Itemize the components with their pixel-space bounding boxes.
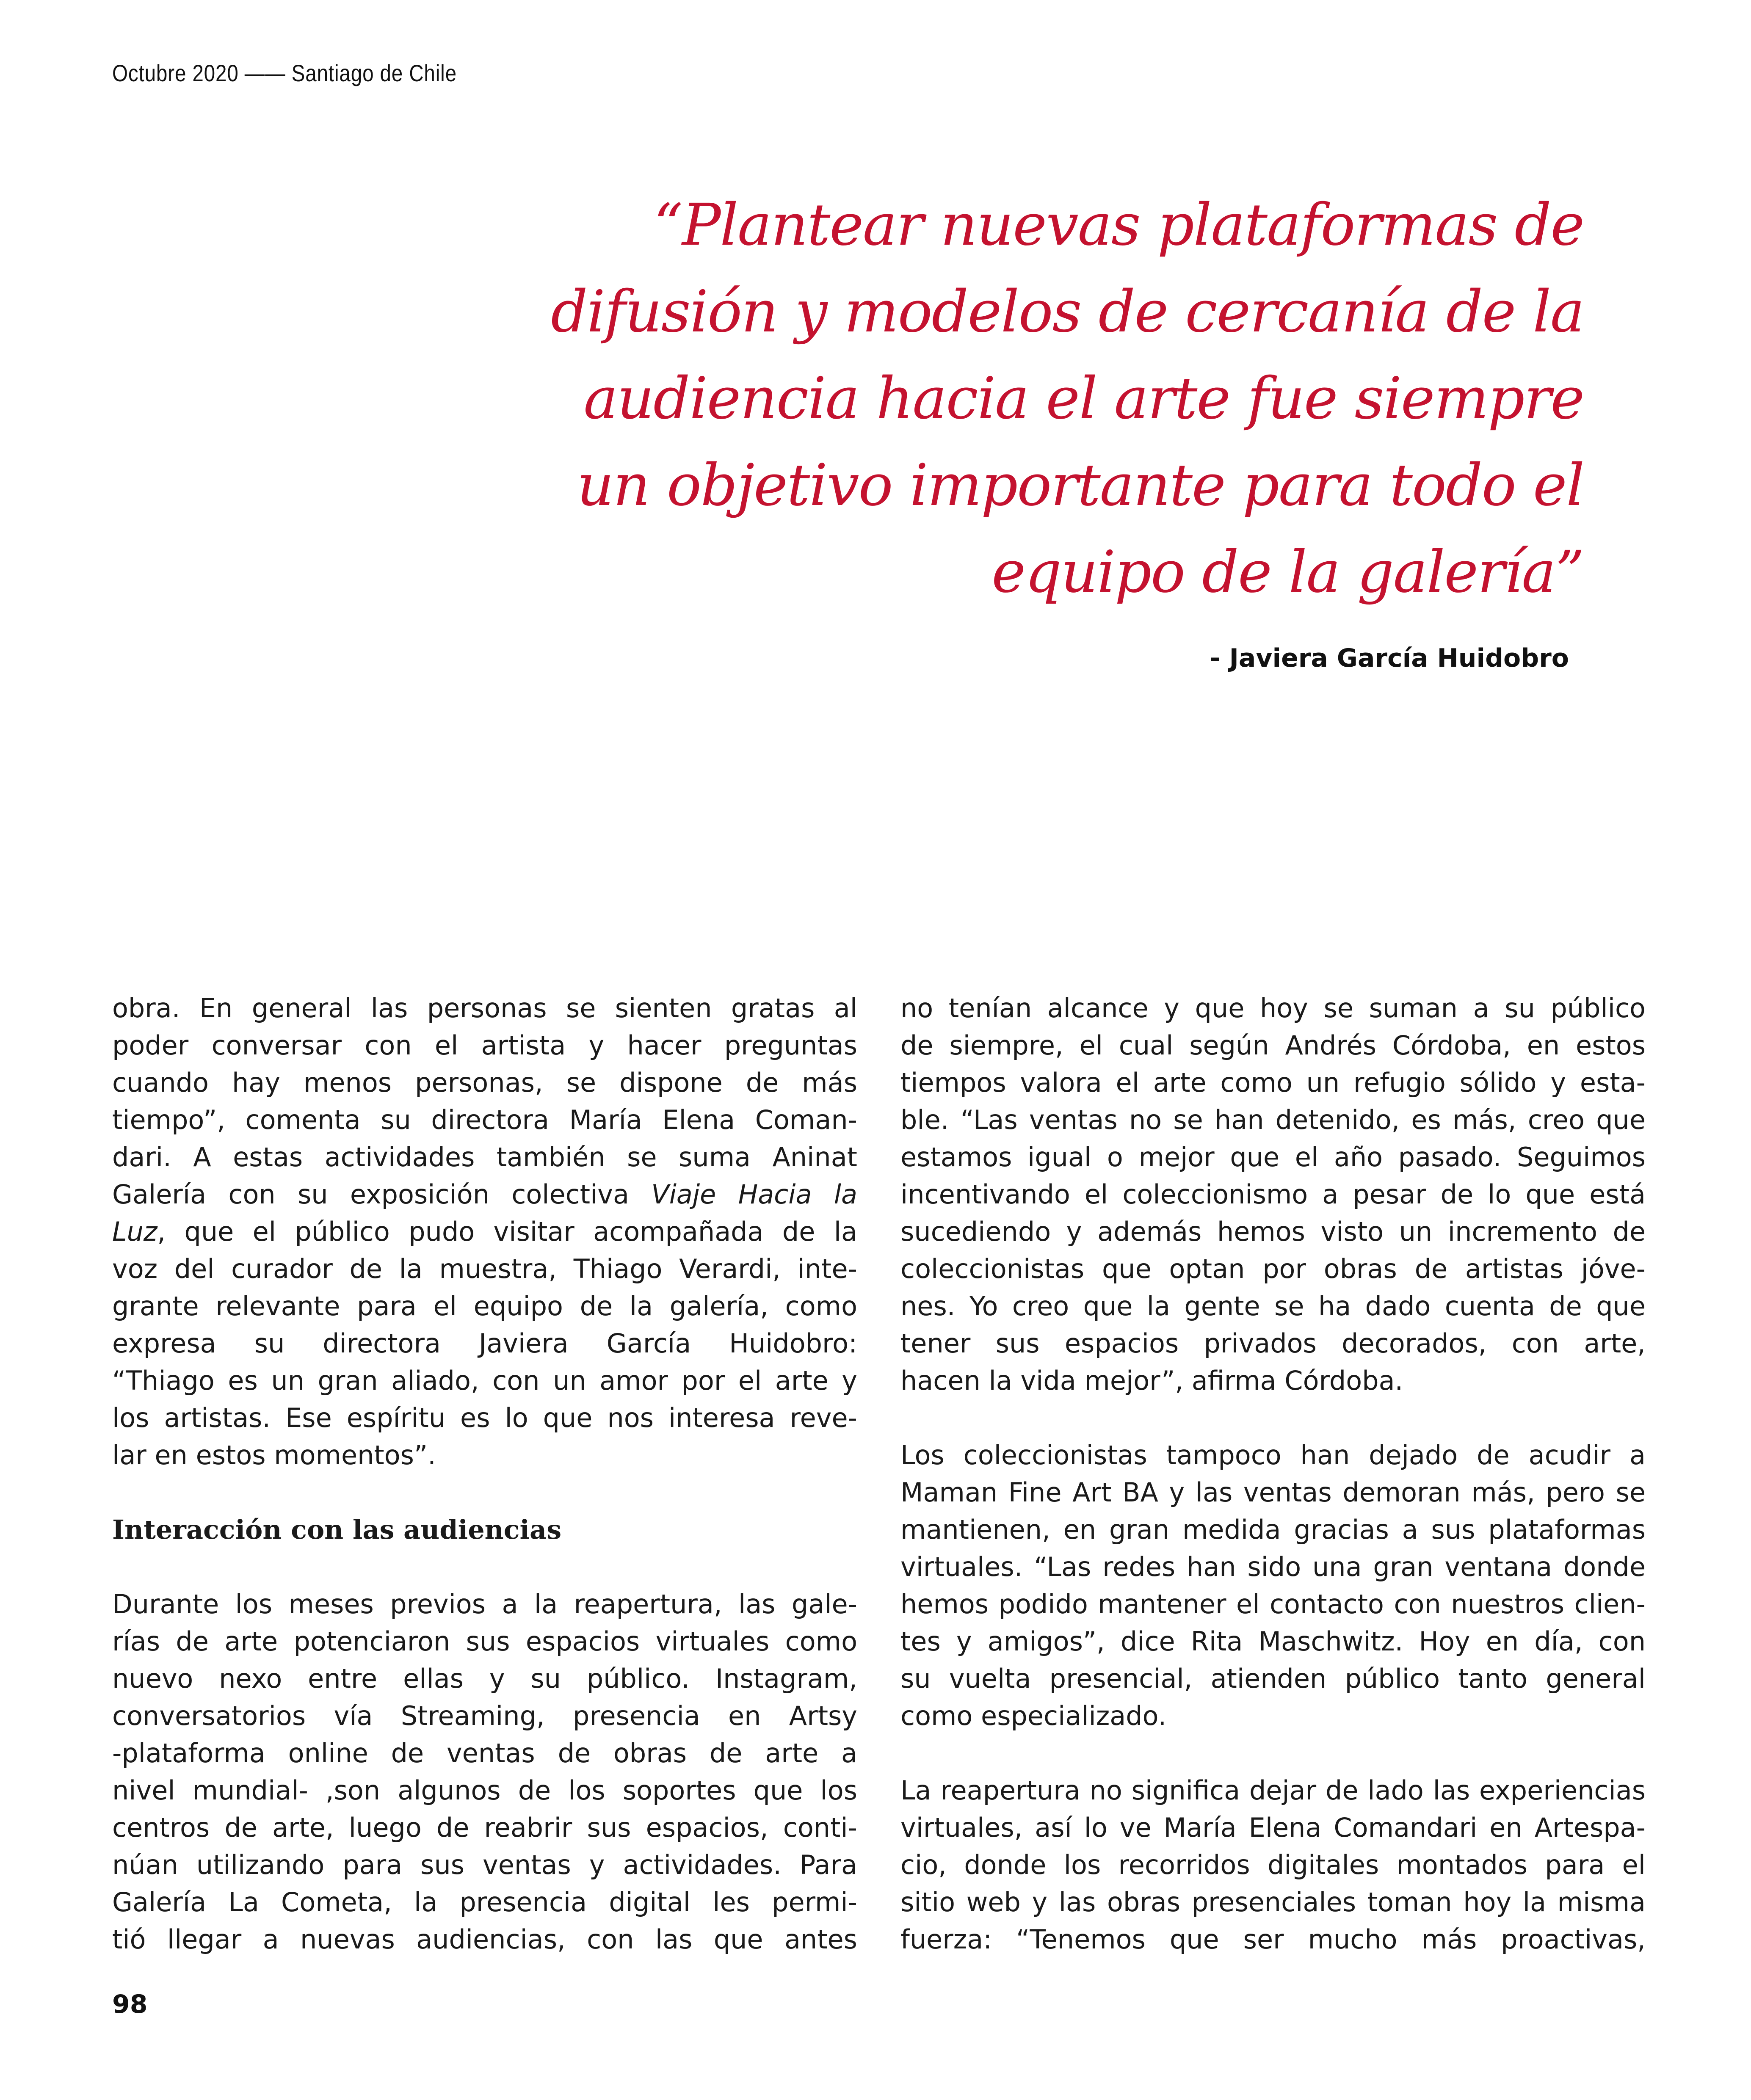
text-line: fuerza: “Tenemos que ser mucho más proactivas, <box>900 1924 1646 1955</box>
text-segment: Galería con su exposición colectiva <box>112 1179 652 1210</box>
text-line: poder conversar con el artista y hacer preguntas <box>112 1030 857 1061</box>
text-line: tiempos valora el arte como un refugio sólido y esta- <box>900 1067 1646 1098</box>
text-line: virtuales. “Las redes han sido una gran ventana donde <box>900 1551 1646 1582</box>
text-line <box>112 1213 857 1250</box>
pull-quote-line: audiencia hacia el arte fue siempre <box>583 365 1584 432</box>
text-line: lar en estos momentos”. <box>112 1440 436 1471</box>
right-text-column <box>900 990 1646 1958</box>
text-line: estamos igual o mejor que el año pasado. Seguimos <box>900 1142 1646 1173</box>
text-line: expresa su directora Javiera García Huidobro: <box>112 1328 857 1359</box>
text-line: nes. Yo creo que la gente se ha dado cuenta de que <box>900 1291 1646 1322</box>
text-line: virtuales, así lo ve María Elena Comandari en Artespa- <box>900 1812 1646 1843</box>
italic-title: Viaje Hacia la <box>651 1179 857 1210</box>
text-line: tener sus espacios privados decorados, con arte, <box>900 1328 1646 1359</box>
text-line: cuando hay menos personas, se dispone de más <box>112 1067 857 1098</box>
paragraph <box>900 990 1646 1399</box>
pull-quote-line: equipo de la galería” <box>991 539 1584 606</box>
text-line: tes y amigos”, dice Rita Maschwitz. Hoy en día, con <box>900 1626 1646 1657</box>
text-line: Durante los meses previos a la reapertura, las gale- <box>112 1589 857 1620</box>
pull-quote-line: difusión y modelos de cercanía de la <box>551 279 1584 345</box>
text-line: La reapertura no significa dejar de lado las experiencias <box>900 1775 1646 1806</box>
text-line: sucediendo y además hemos visto un incremento de <box>900 1216 1646 1247</box>
section-heading: Interacción con las audiencias <box>112 1514 562 1545</box>
text-line: mantienen, en gran medida gracias a sus plataformas <box>900 1514 1646 1545</box>
text-line: obra. En general las personas se sienten gratas al <box>112 993 857 1024</box>
text-line: coleccionistas que optan por obras de artistas jóve- <box>900 1253 1646 1284</box>
text-line: rías de arte potenciaron sus espacios virtuales como <box>112 1626 857 1657</box>
text-line: como especializado. <box>900 1700 1167 1731</box>
paragraph-gap <box>900 1399 1646 1437</box>
text-line: “Thiago es un gran aliado, con un amor por el arte y <box>112 1365 857 1396</box>
text-line: Maman Fine Art BA y las ventas demoran más, pero se <box>900 1477 1646 1508</box>
pull-quote-line: un objetivo importante para todo el <box>577 452 1584 519</box>
text-line: cio, donde los recorridos digitales montados para el <box>900 1849 1646 1880</box>
text-line: nivel mundial- ,son algunos de los soportes que los <box>112 1775 857 1806</box>
text-line: grante relevante para el equipo de la galería, como <box>112 1291 857 1322</box>
text-line: no tenían alcance y que hoy se suman a su público <box>900 993 1646 1024</box>
text-line: Los coleccionistas tampoco han dejado de acudir a <box>900 1440 1646 1471</box>
pull-quote-line: “Plantear nuevas plataformas de <box>653 192 1584 259</box>
text-line: hemos podido mantener el contacto con nuestros clien- <box>900 1589 1646 1620</box>
paragraph-gap <box>112 1474 857 1511</box>
left-text-column <box>112 990 857 1958</box>
text-line: dari. A estas actividades también se suma Aninat <box>112 1142 857 1173</box>
text-line: los artistas. Ese espíritu es lo que nos interesa reve- <box>112 1402 857 1433</box>
text-line: Galería La Cometa, la presencia digital les permi- <box>112 1887 857 1918</box>
text-line: núan utilizando para sus ventas y actividades. Para <box>112 1849 857 1880</box>
italic-title: Luz <box>112 1216 157 1247</box>
text-line: incentivando el coleccionismo a pesar de lo que está <box>900 1179 1646 1210</box>
text-line: de siempre, el cual según Andrés Córdoba, en estos <box>900 1030 1646 1061</box>
page-number: 98 <box>112 1990 148 2019</box>
text-line: centros de arte, luego de reabrir sus espacios, conti- <box>112 1812 857 1843</box>
paragraph <box>112 1586 857 1958</box>
issue-date-location: Octubre 2020 —— Santiago de Chile <box>112 60 457 86</box>
text-line: voz del curador de la muestra, Thiago Verardi, inte- <box>112 1253 857 1284</box>
paragraph-gap <box>900 1735 1646 1772</box>
text-line: conversatorios vía Streaming, presencia en Artsy <box>112 1700 857 1731</box>
text-line: -plataforma online de ventas de obras de arte a <box>112 1738 857 1769</box>
text-line: sitio web y las obras presenciales toman hoy la misma <box>900 1887 1646 1918</box>
paragraph <box>112 990 857 1474</box>
paragraph <box>900 1437 1646 1735</box>
text-line: nuevo nexo entre ellas y su público. Instagram, <box>112 1663 857 1694</box>
text-line: su vuelta presencial, atienden público tanto general <box>900 1663 1646 1694</box>
text-line <box>112 1176 857 1213</box>
pull-quote <box>441 182 1584 616</box>
text-line: tiempo”, comenta su directora María Elena Coman- <box>112 1104 857 1135</box>
text-line: hacen la vida mejor”, afirma Córdoba. <box>900 1365 1403 1396</box>
text-line: ble. “Las ventas no se han detenido, es más, creo que <box>900 1104 1646 1135</box>
paragraph-gap <box>112 1548 857 1586</box>
quote-attribution: - Javiera García Huidobro <box>1210 643 1569 673</box>
text-line: tió llegar a nuevas audiencias, con las que antes <box>112 1924 857 1955</box>
paragraph <box>900 1772 1646 1958</box>
text-segment: , que el público pudo visitar acompañada de la <box>157 1216 857 1247</box>
